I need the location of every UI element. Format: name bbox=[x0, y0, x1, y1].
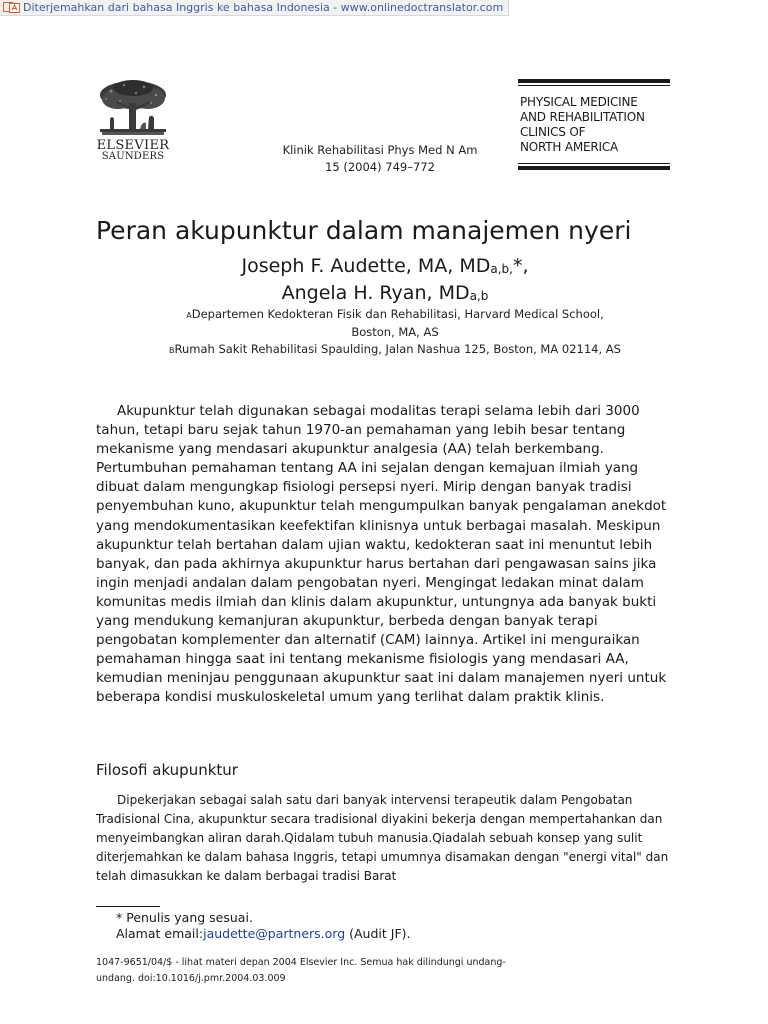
author-affiliation-marks: a,b bbox=[469, 289, 489, 303]
email-suffix: (Audit JF). bbox=[345, 926, 411, 941]
affiliation-a bbox=[120, 306, 670, 324]
author-1 bbox=[120, 254, 650, 281]
section-heading: Filosofi akupunktur bbox=[96, 761, 238, 779]
copyright-line-1: 1047-9651/04/$ - lihat materi depan 2004 Elsevier Inc. Semua hak dilindungi undang- bbox=[96, 957, 506, 968]
corresponding-mark[interactable]: *, bbox=[512, 255, 529, 277]
footnote-divider bbox=[96, 906, 160, 907]
affiliation-text: Rumah Sakit Rehabilitasi Spaulding, Jalan Nashua 125, Boston, MA 02114, AS bbox=[174, 342, 621, 356]
brand-rule bbox=[518, 79, 670, 83]
author-list bbox=[120, 254, 650, 308]
footnotes bbox=[116, 910, 411, 942]
affiliation-mark: B bbox=[169, 346, 175, 355]
affiliation-mark: A bbox=[186, 311, 192, 320]
brand-lines bbox=[518, 86, 670, 163]
affiliation-a-line-2: Boston, MA, AS bbox=[351, 325, 439, 339]
email-label: Alamat email: bbox=[116, 926, 204, 941]
citation-line-1: Klinik Rehabilitasi Phys Med N Am bbox=[282, 143, 478, 157]
journal-brand bbox=[518, 79, 670, 170]
author-name: Joseph F. Audette, MA, MD bbox=[241, 255, 491, 277]
publisher-name: ELSEVIER bbox=[96, 138, 170, 153]
brand-line: NORTH AMERICA bbox=[520, 140, 619, 154]
brand-line: PHYSICAL MEDICINE bbox=[520, 95, 638, 109]
copyright-line-2[interactable]: undang. doi:10.1016/j.pmr.2004.03.009 bbox=[96, 973, 286, 984]
banner-text[interactable]: Diterjemahkan dari bahasa Inggris ke bahasa Indonesia - www.onlinedoctranslator.com bbox=[23, 1, 504, 14]
affiliation-text: Departemen Kedokteran Fisik dan Rehabilitasi, Harvard Medical School, bbox=[191, 307, 604, 321]
translation-banner[interactable] bbox=[0, 0, 509, 16]
affiliations bbox=[120, 306, 670, 359]
corresponding-author-note: * Penulis yang sesuai. bbox=[116, 910, 253, 925]
email-link[interactable]: jaudette@partners.org bbox=[203, 926, 346, 941]
journal-citation bbox=[260, 142, 500, 176]
article-title: Peran akupunktur dalam manajemen nyeri bbox=[96, 216, 632, 245]
author-name: Angela H. Ryan, MD bbox=[281, 282, 470, 304]
brand-line: CLINICS OF bbox=[520, 125, 586, 139]
publisher-logo bbox=[96, 79, 170, 162]
affiliation-b bbox=[120, 341, 670, 359]
brand-rule bbox=[518, 166, 670, 170]
abstract: Akupunktur telah digunakan sebagai modalitas terapi selama lebih dari 3000 tahun, tetapi baru sejak tahun 1970-an pemahaman yang lebih besar tentang mekanisme yang mendasari akupunktur analgesia (AA) telah berkembang. Pertumbuhan pemahaman tentang AA ini sejalan dengan kemajuan ilmiah yang dibuat dalam mengungkap fisiologi persepsi nyeri. Mirip dengan banyak tradisi penyembuhan kuno, akupunktur telah mengumpulkan banyak pengalaman anekdot yang mendokumentasikan keefektifan klinisnya untuk berbagai masalah. Meskipun akupunktur telah bertahan dalam ujian waktu, kedokteran saat ini menuntut lebih banyak, dan pada akhirnya akupunktur harus bertahan dari pengawasan sains jika ingin menjadi andalan dalam pengobatan nyeri. Mengingat ledakan minat dalam komunitas medis ilmiah dan klinis dalam akupunktur, untungnya ada banyak bukti yang mendukung kemanjuran akupunktur, berbeda dengan banyak terapi pengobatan komplementer dan alternatif (CAM) lainnya. Artikel ini menguraikan pemahaman hingga saat ini tentang mekanisme fisiologis yang mendasari AA, kemudian meninjau penggunaan akupunktur saat ini dalam manajemen nyeri untuk beberapa kondisi muskuloskeletal umum yang terlihat dalam praktik klinis. bbox=[96, 403, 667, 706]
body-paragraph: Dipekerjakan sebagai salah satu dari banyak intervensi terapeutik dalam Pengobatan Tradisional Cina, akupunktur secara tradisional diyakini bekerja dengan mempertahankan dan menyeimbangkan aliran darah.Qidalam tubuh manusia.Qiadalah sebuah konsep yang sulit diterjemahkan ke dalam bahasa Inggris, tetapi umumnya disamakan dengan "energi vital" dan telah dimasukkan ke dalam berbagai tradisi Barat bbox=[96, 793, 669, 883]
translator-icon bbox=[3, 2, 20, 13]
author-affiliation-marks: a,b, bbox=[490, 262, 513, 276]
publisher-imprint: SAUNDERS bbox=[101, 151, 165, 162]
citation-line-2: 15 (2004) 749–772 bbox=[325, 160, 435, 174]
email-note bbox=[116, 926, 411, 942]
copyright-notice bbox=[96, 955, 546, 987]
author-2 bbox=[120, 281, 650, 308]
brand-line: AND REHABILITATION bbox=[520, 110, 645, 124]
brand-rule bbox=[518, 163, 670, 164]
elsevier-tree-logo bbox=[96, 79, 170, 137]
